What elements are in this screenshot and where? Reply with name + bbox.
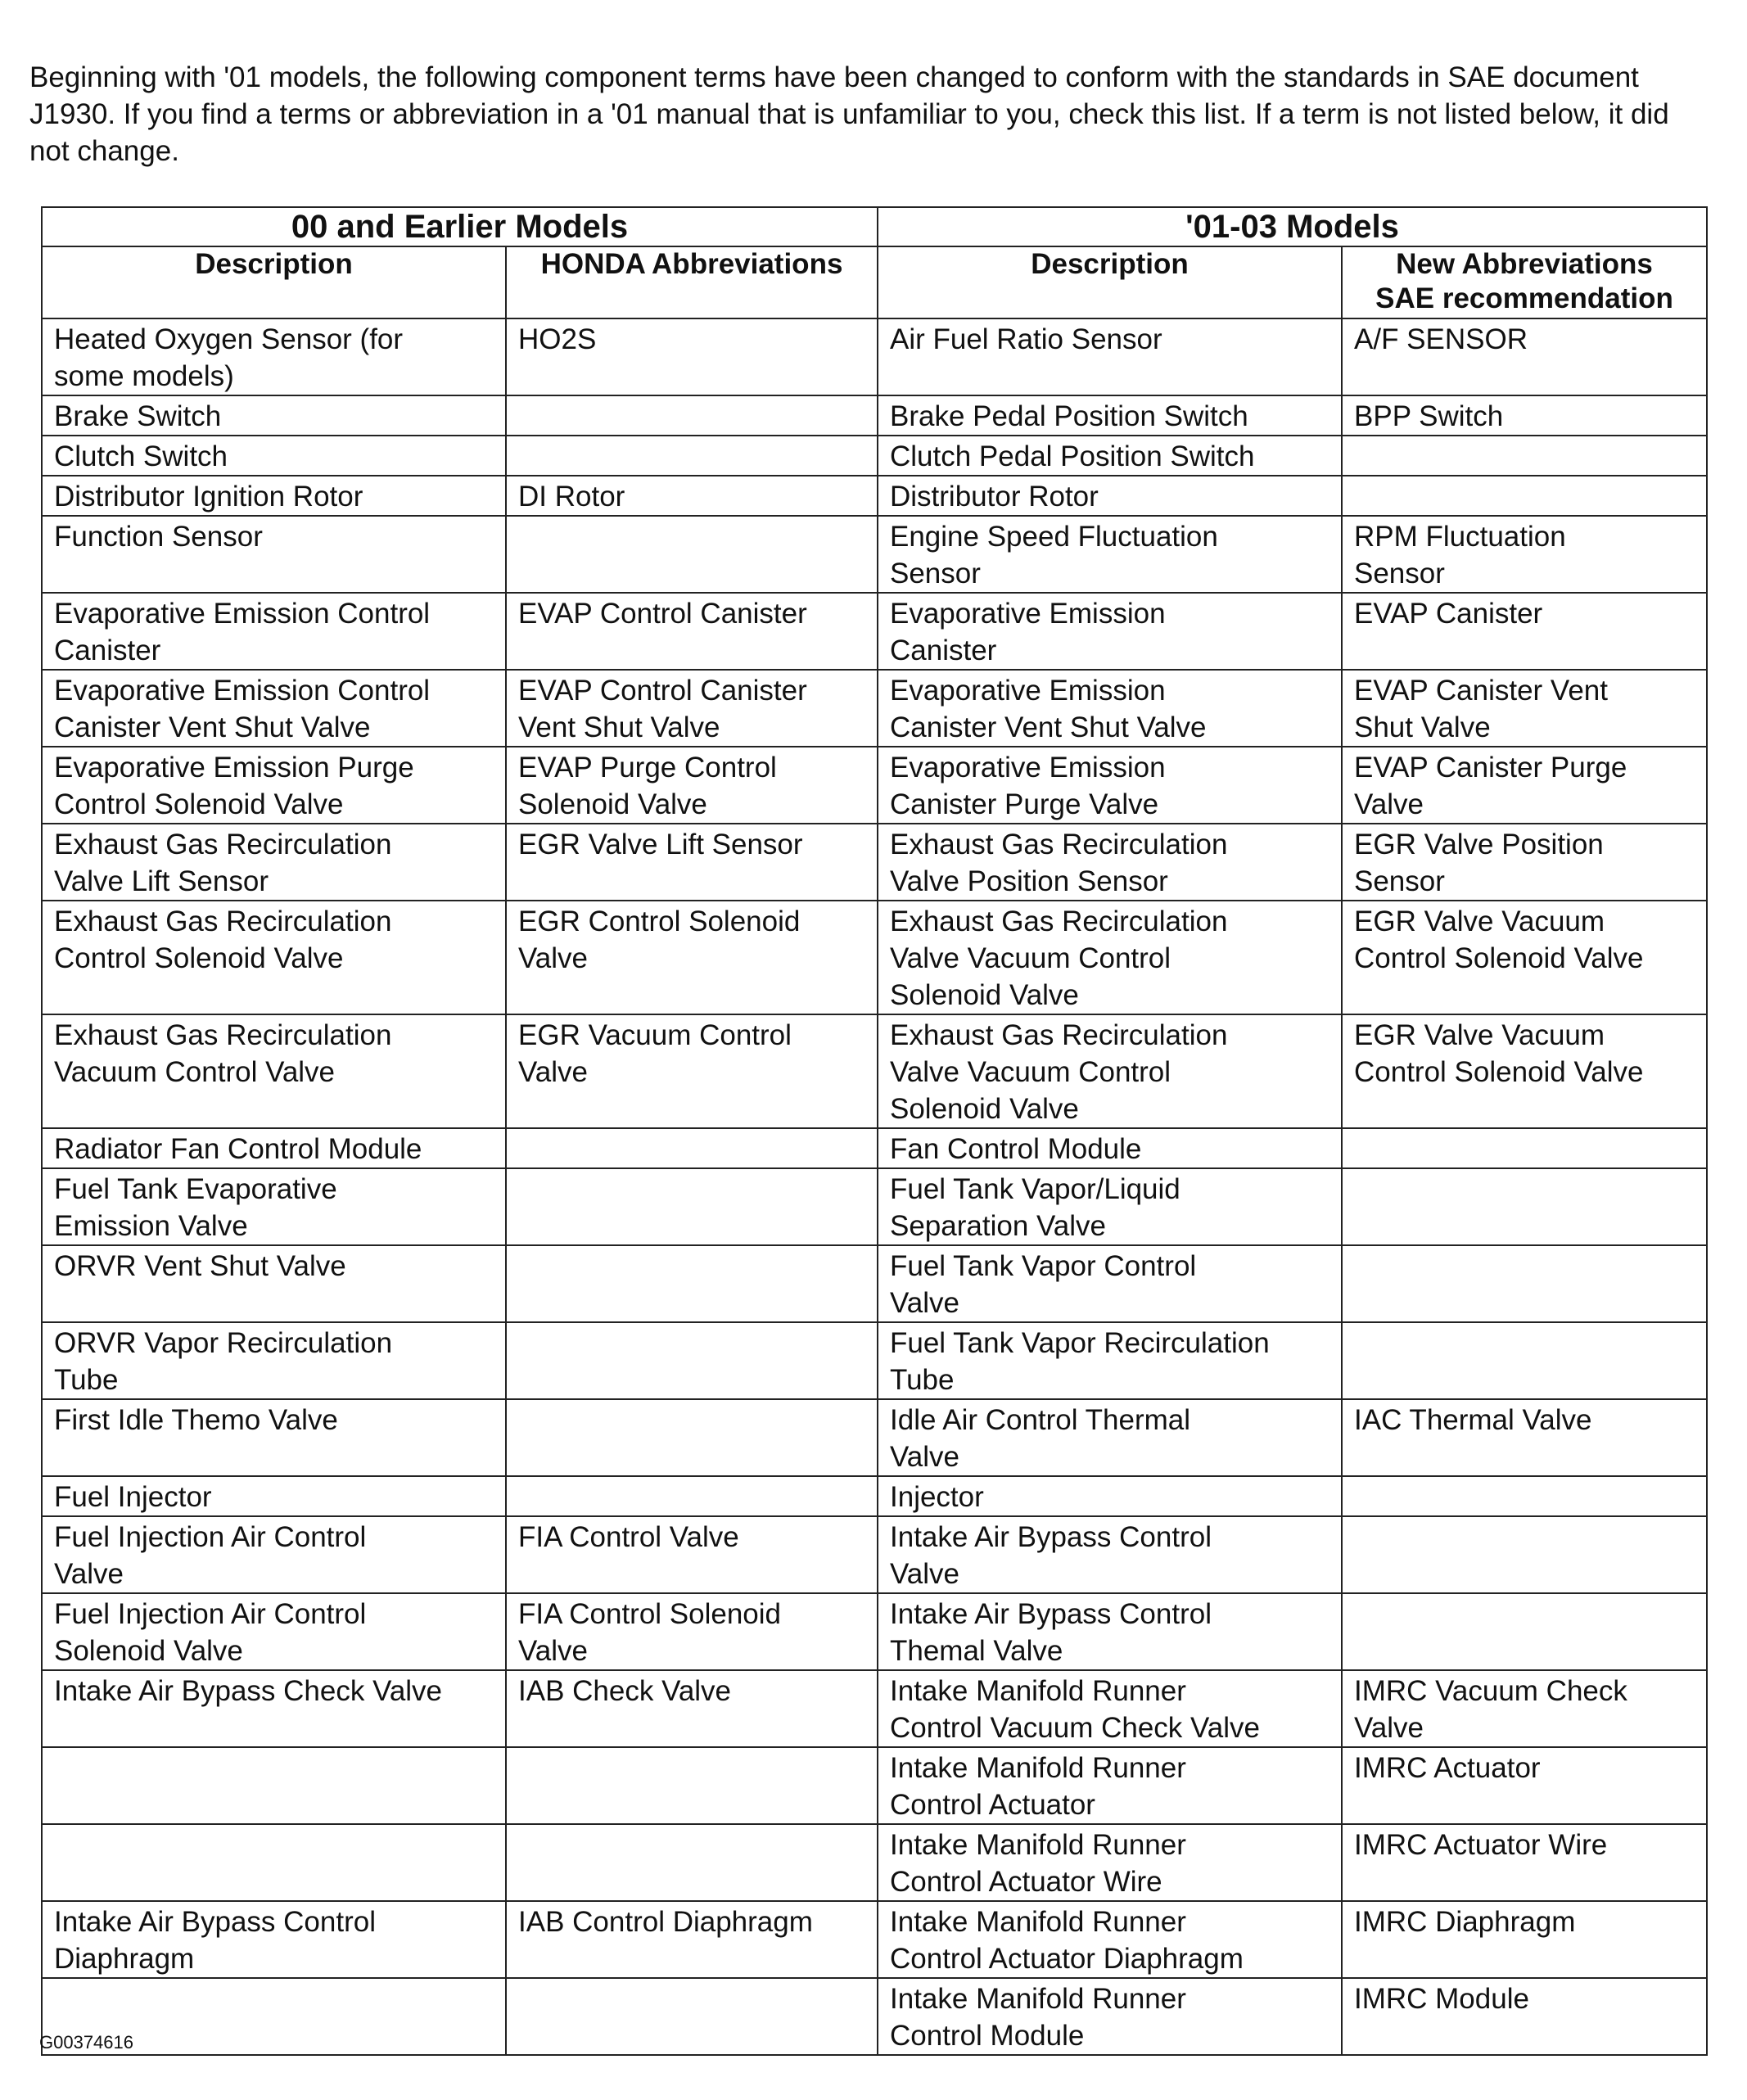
new-abbreviation-cell (1342, 1128, 1707, 1168)
table-row (42, 1978, 1707, 2055)
old-description-cell: Radiator Fan Control Module (42, 1128, 506, 1168)
old-description-cell: Function Sensor (42, 516, 506, 593)
new-description-cell: Idle Air Control Thermal Valve (878, 1399, 1342, 1476)
column-header-row (42, 246, 1707, 318)
honda-abbreviation-cell (506, 395, 878, 436)
old-description-cell: Heated Oxygen Sensor (for some models) (42, 318, 506, 395)
table-row (42, 1516, 1707, 1593)
honda-abbreviation-cell: DI Rotor (506, 476, 878, 516)
new-description-cell: Fan Control Module (878, 1128, 1342, 1168)
table-row (42, 436, 1707, 476)
table-row (42, 1322, 1707, 1399)
new-description-cell: Brake Pedal Position Switch (878, 395, 1342, 436)
terminology-table-container (41, 206, 1706, 2056)
terminology-table (41, 206, 1708, 2056)
old-description-cell: Exhaust Gas Recirculation Valve Lift Sensor (42, 824, 506, 901)
new-abbreviation-cell (1342, 436, 1707, 476)
group-header-new-models: '01-03 Models (878, 207, 1707, 246)
column-header-new-abbreviations: New Abbreviations SAE recommendation (1342, 246, 1707, 318)
honda-abbreviation-cell (506, 1747, 878, 1824)
old-description-cell: ORVR Vapor Recirculation Tube (42, 1322, 506, 1399)
honda-abbreviation-cell (506, 1245, 878, 1322)
table-row (42, 1593, 1707, 1670)
new-abbreviation-cell: EVAP Canister (1342, 593, 1707, 670)
new-abbreviation-cell: EGR Valve Vacuum Control Solenoid Valve (1342, 901, 1707, 1014)
new-description-cell: Intake Manifold Runner Control Vacuum Check Valve (878, 1670, 1342, 1747)
honda-abbreviation-cell (506, 1824, 878, 1901)
table-row (42, 476, 1707, 516)
old-description-cell: Evaporative Emission Control Canister Vent Shut Valve (42, 670, 506, 747)
new-abbreviation-cell: EVAP Canister Purge Valve (1342, 747, 1707, 824)
old-description-cell: Exhaust Gas Recirculation Control Solenoid Valve (42, 901, 506, 1014)
honda-abbreviation-cell (506, 1168, 878, 1245)
new-abbreviation-cell (1342, 1322, 1707, 1399)
new-description-cell: Injector (878, 1476, 1342, 1516)
honda-abbreviation-cell (506, 1128, 878, 1168)
new-abbreviation-cell: BPP Switch (1342, 395, 1707, 436)
table-row (42, 824, 1707, 901)
honda-abbreviation-cell: EVAP Control Canister Vent Shut Valve (506, 670, 878, 747)
table-row (42, 747, 1707, 824)
new-description-cell: Evaporative Emission Canister Vent Shut Valve (878, 670, 1342, 747)
new-abbreviation-cell: IAC Thermal Valve (1342, 1399, 1707, 1476)
new-description-cell: Intake Manifold Runner Control Module (878, 1978, 1342, 2055)
group-header-row (42, 207, 1707, 246)
old-description-cell: Distributor Ignition Rotor (42, 476, 506, 516)
old-description-cell: Fuel Injection Air Control Valve (42, 1516, 506, 1593)
new-description-cell: Exhaust Gas Recirculation Valve Vacuum Control Solenoid Valve (878, 1014, 1342, 1128)
new-abbreviation-cell (1342, 1168, 1707, 1245)
honda-abbreviation-cell (506, 516, 878, 593)
new-description-cell: Intake Air Bypass Control Valve (878, 1516, 1342, 1593)
honda-abbreviation-cell (506, 1322, 878, 1399)
new-abbreviation-cell: EVAP Canister Vent Shut Valve (1342, 670, 1707, 747)
table-row (42, 395, 1707, 436)
honda-abbreviation-cell: EGR Vacuum Control Valve (506, 1014, 878, 1128)
new-abbreviation-cell (1342, 1245, 1707, 1322)
new-description-cell: Fuel Tank Vapor Control Valve (878, 1245, 1342, 1322)
figure-id: G00374616 (39, 2032, 133, 2053)
table-row (42, 1824, 1707, 1901)
table-row (42, 1901, 1707, 1978)
group-header-old-models: 00 and Earlier Models (42, 207, 878, 246)
table-row (42, 670, 1707, 747)
honda-abbreviation-cell: EVAP Control Canister (506, 593, 878, 670)
table-row (42, 1399, 1707, 1476)
new-abbreviation-cell (1342, 1593, 1707, 1670)
new-abbreviation-cell: IMRC Diaphragm (1342, 1901, 1707, 1978)
old-description-cell: Clutch Switch (42, 436, 506, 476)
new-abbreviation-cell: IMRC Module (1342, 1978, 1707, 2055)
honda-abbreviation-cell (506, 1476, 878, 1516)
table-row (42, 516, 1707, 593)
new-description-cell: Exhaust Gas Recirculation Valve Position Sensor (878, 824, 1342, 901)
new-description-cell: Intake Manifold Runner Control Actuator (878, 1747, 1342, 1824)
honda-abbreviation-cell (506, 1978, 878, 2055)
table-row (42, 1670, 1707, 1747)
new-description-cell: Exhaust Gas Recirculation Valve Vacuum Control Solenoid Valve (878, 901, 1342, 1014)
old-description-cell: Fuel Injection Air Control Solenoid Valve (42, 1593, 506, 1670)
new-description-cell: Fuel Tank Vapor/Liquid Separation Valve (878, 1168, 1342, 1245)
new-description-cell: Engine Speed Fluctuation Sensor (878, 516, 1342, 593)
honda-abbreviation-cell: FIA Control Valve (506, 1516, 878, 1593)
honda-abbreviation-cell: HO2S (506, 318, 878, 395)
old-description-cell: Exhaust Gas Recirculation Vacuum Control Valve (42, 1014, 506, 1128)
new-description-cell: Intake Manifold Runner Control Actuator Wire (878, 1824, 1342, 1901)
table-row (42, 1128, 1707, 1168)
new-abbreviation-cell: EGR Valve Vacuum Control Solenoid Valve (1342, 1014, 1707, 1128)
new-description-cell: Intake Air Bypass Control Themal Valve (878, 1593, 1342, 1670)
table-row (42, 593, 1707, 670)
old-description-cell: Intake Air Bypass Control Diaphragm (42, 1901, 506, 1978)
table-row (42, 1245, 1707, 1322)
honda-abbreviation-cell: IAB Check Valve (506, 1670, 878, 1747)
new-description-cell: Evaporative Emission Canister (878, 593, 1342, 670)
new-abbreviation-cell: RPM Fluctuation Sensor (1342, 516, 1707, 593)
table-row (42, 1747, 1707, 1824)
new-description-cell: Fuel Tank Vapor Recirculation Tube (878, 1322, 1342, 1399)
new-abbreviation-cell (1342, 1516, 1707, 1593)
old-description-cell (42, 1824, 506, 1901)
new-description-cell: Evaporative Emission Canister Purge Valve (878, 747, 1342, 824)
old-description-cell: Intake Air Bypass Check Valve (42, 1670, 506, 1747)
honda-abbreviation-cell: EVAP Purge Control Solenoid Valve (506, 747, 878, 824)
honda-abbreviation-cell: FIA Control Solenoid Valve (506, 1593, 878, 1670)
old-description-cell (42, 1747, 506, 1824)
table-row (42, 1168, 1707, 1245)
honda-abbreviation-cell: EGR Valve Lift Sensor (506, 824, 878, 901)
old-description-cell: Fuel Injector (42, 1476, 506, 1516)
table-row (42, 318, 1707, 395)
table-row (42, 1476, 1707, 1516)
new-abbreviation-cell: IMRC Actuator (1342, 1747, 1707, 1824)
intro-paragraph: Beginning with '01 models, the following component terms have been changed to conform with the standards in SAE document J1930. If you find a terms or abbreviation in a '01 manual that is unfamiliar to you, check this list. If a term is not listed below, it did not change. (29, 61, 1669, 167)
old-description-cell: Evaporative Emission Control Canister (42, 593, 506, 670)
new-abbreviation-cell: A/F SENSOR (1342, 318, 1707, 395)
terminology-table-body (42, 318, 1707, 2055)
column-header-honda-abbreviations: HONDA Abbreviations (506, 246, 878, 318)
new-description-cell: Intake Manifold Runner Control Actuator Diaphragm (878, 1901, 1342, 1978)
old-description-cell: First Idle Themo Valve (42, 1399, 506, 1476)
new-abbreviation-cell (1342, 1476, 1707, 1516)
old-description-cell: ORVR Vent Shut Valve (42, 1245, 506, 1322)
new-abbreviation-cell (1342, 476, 1707, 516)
new-description-cell: Clutch Pedal Position Switch (878, 436, 1342, 476)
table-row (42, 901, 1707, 1014)
new-description-cell: Distributor Rotor (878, 476, 1342, 516)
column-header-new-description: Description (878, 246, 1342, 318)
column-header-old-description: Description (42, 246, 506, 318)
old-description-cell: Evaporative Emission Purge Control Solenoid Valve (42, 747, 506, 824)
new-abbreviation-cell: IMRC Actuator Wire (1342, 1824, 1707, 1901)
honda-abbreviation-cell: EGR Control Solenoid Valve (506, 901, 878, 1014)
new-description-cell: Air Fuel Ratio Sensor (878, 318, 1342, 395)
honda-abbreviation-cell (506, 436, 878, 476)
honda-abbreviation-cell: IAB Control Diaphragm (506, 1901, 878, 1978)
old-description-cell: Fuel Tank Evaporative Emission Valve (42, 1168, 506, 1245)
old-description-cell: Brake Switch (42, 395, 506, 436)
new-abbreviation-cell: IMRC Vacuum Check Valve (1342, 1670, 1707, 1747)
table-row (42, 1014, 1707, 1128)
honda-abbreviation-cell (506, 1399, 878, 1476)
new-abbreviation-cell: EGR Valve Position Sensor (1342, 824, 1707, 901)
